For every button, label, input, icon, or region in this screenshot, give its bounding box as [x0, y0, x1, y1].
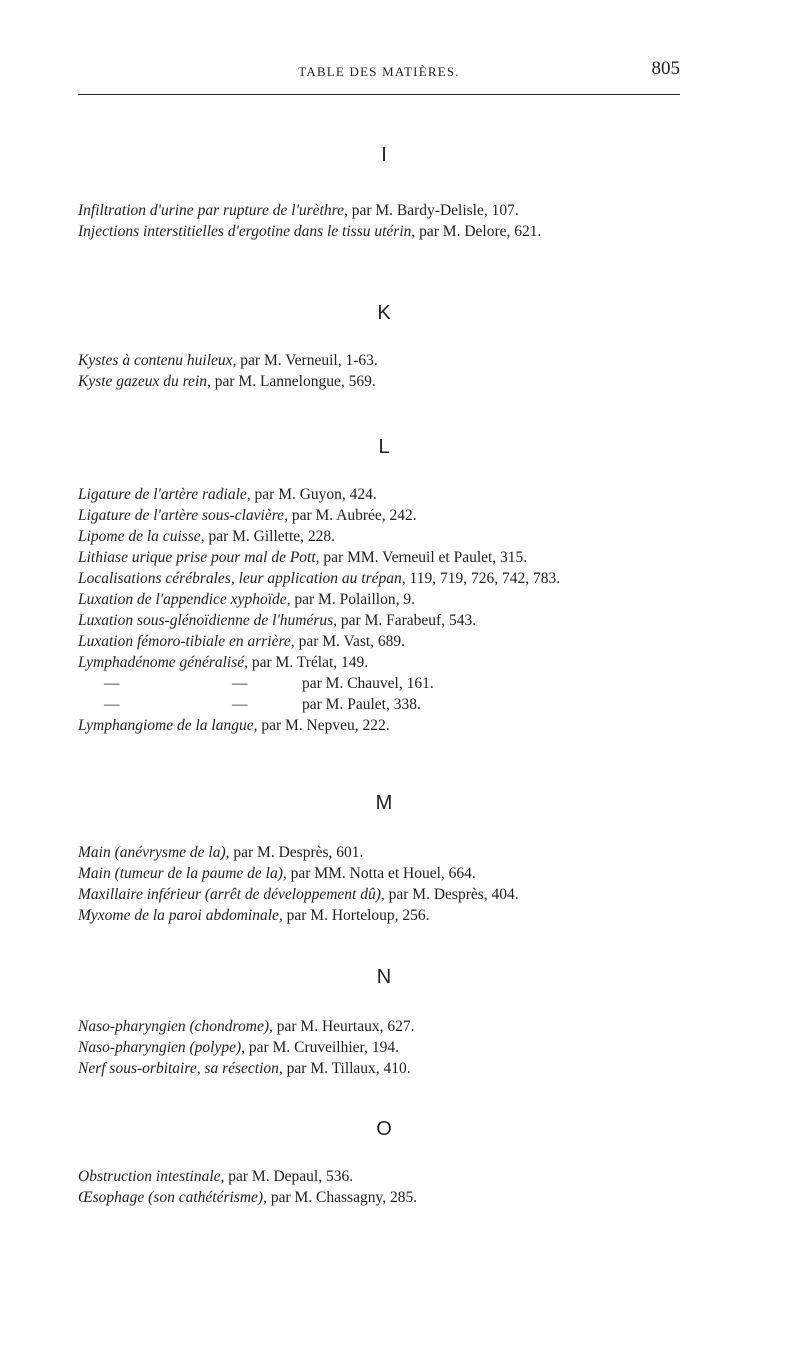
entry-title: Maxillaire inférieur (arrêt de développement dû), [78, 886, 385, 903]
entry-reference: par M. Heurtaux, 627. [272, 1018, 415, 1035]
section-letter: L [378, 436, 390, 458]
index-entry [78, 631, 698, 652]
entry-title: Injections interstitielles d'ergotine dans le tissu utérin, [78, 223, 416, 240]
section-letter: N [376, 966, 392, 988]
entry-title: Lithiase urique prise pour mal de Pott, [78, 549, 320, 566]
entry-reference: par MM. Notta et Houel, 664. [286, 865, 476, 882]
index-entry [78, 1016, 698, 1037]
entry-title: Ligature de l'artère radiale, [78, 486, 251, 503]
entry-list [78, 1016, 698, 1079]
index-entry [78, 200, 698, 221]
entry-list [78, 1166, 698, 1208]
entry-reference: par M. Gillette, 228. [204, 528, 336, 545]
index-entry [78, 568, 698, 589]
index-entry-ditto [78, 673, 698, 694]
entry-title: Ligature de l'artère sous-clavière, [78, 507, 288, 524]
index-entry [78, 715, 698, 736]
index-entry [78, 371, 698, 392]
entry-reference: par M. Trélat, 149. [248, 654, 369, 671]
index-entry [78, 526, 698, 547]
entry-title: Kystes à contenu huileux, [78, 352, 237, 369]
entry-reference: par M. Depaul, 536. [224, 1168, 354, 1185]
index-entry [78, 1187, 698, 1208]
entry-title: Œsophage (son cathétérisme), [78, 1189, 267, 1206]
entry-reference: 119, 719, 726, 742, 783. [405, 570, 561, 587]
index-entry [78, 589, 698, 610]
index-entry [78, 842, 698, 863]
entry-list [78, 350, 698, 392]
entry-reference: par M. Chauvel, 161. [302, 675, 434, 692]
index-entry [78, 484, 698, 505]
index-entry [78, 547, 698, 568]
index-entry [78, 350, 698, 371]
index-entry [78, 221, 698, 242]
index-entry [78, 505, 698, 526]
entry-reference: par M. Aubrée, 242. [287, 507, 417, 524]
entry-title: Luxation sous-glénoïdienne de l'humérus, [78, 612, 338, 629]
entry-title: Kyste gazeux du rein, [78, 373, 211, 390]
index-entry-ditto [78, 694, 698, 715]
section-letter: I [381, 144, 387, 166]
entry-reference: par M. Desprès, 404. [384, 886, 519, 903]
entry-reference: par M. Delore, 621. [415, 223, 542, 240]
page-number: 805 [651, 58, 680, 79]
ditto-dash: — [232, 696, 248, 713]
ditto-dash: — [104, 675, 120, 692]
entry-title: Myxome de la paroi abdominale, [78, 907, 283, 924]
entry-title: Nerf sous-orbitaire, sa résection, [78, 1060, 283, 1077]
index-entry [78, 1058, 698, 1079]
entry-title: Obstruction intestinale, [78, 1168, 225, 1185]
entry-title: Naso-pharyngien (chondrome), [78, 1018, 273, 1035]
entry-title: Main (anévrysme de la), [78, 844, 230, 861]
entry-list [78, 842, 698, 926]
entry-reference: par M. Desprès, 601. [229, 844, 364, 861]
index-entry [78, 652, 698, 673]
entry-reference: par M. Bardy-Delisle, 107. [347, 202, 519, 219]
entry-reference: par M. Verneuil, 1-63. [236, 352, 378, 369]
entry-reference: par M. Horteloup, 256. [282, 907, 430, 924]
index-entry [78, 863, 698, 884]
entry-reference: par M. Nepveu, 222. [257, 717, 390, 734]
entry-reference: par M. Farabeuf, 543. [337, 612, 477, 629]
entry-list [78, 484, 698, 736]
running-title: TABLE DES MATIÈRES. [298, 64, 460, 79]
entry-reference: par M. Polaillon, 9. [290, 591, 415, 608]
entry-reference: par MM. Verneuil et Paulet, 315. [319, 549, 528, 566]
section-letter: K [377, 302, 391, 324]
ditto-dash: — [232, 675, 248, 692]
section-letter: M [375, 792, 393, 814]
entry-title: Lipome de la cuisse, [78, 528, 205, 545]
entry-reference: par M. Tillaux, 410. [282, 1060, 411, 1077]
entry-reference: par M. Vast, 689. [294, 633, 406, 650]
entry-reference: par M. Paulet, 338. [302, 696, 421, 713]
entry-title: Main (tumeur de la paume de la), [78, 865, 287, 882]
entry-title: Localisations cérébrales, leur application au trépan, [78, 570, 406, 587]
entry-title: Lymphadénome généralisé, [78, 654, 249, 671]
entry-list [78, 200, 698, 242]
section-letter: O [376, 1118, 392, 1140]
entry-title: Luxation de l'appendice xyphoïde, [78, 591, 291, 608]
index-entry [78, 1166, 698, 1187]
index-entry [78, 884, 698, 905]
entry-reference: par M. Chassagny, 285. [266, 1189, 418, 1206]
entry-title: Lymphangiome de la langue, [78, 717, 258, 734]
entry-title: Infiltration d'urine par rupture de l'urèthre, [78, 202, 348, 219]
index-entry [78, 1037, 698, 1058]
header-rule [78, 94, 680, 95]
ditto-dash: — [104, 696, 120, 713]
index-entry [78, 610, 698, 631]
entry-title: Luxation fémoro-tibiale en arrière, [78, 633, 295, 650]
entry-reference: par M. Cruveilhier, 194. [245, 1039, 399, 1056]
entry-reference: par M. Guyon, 424. [250, 486, 377, 503]
index-entry [78, 905, 698, 926]
entry-reference: par M. Lannelongue, 569. [210, 373, 376, 390]
running-head [78, 58, 680, 84]
entry-title: Naso-pharyngien (polype), [78, 1039, 246, 1056]
